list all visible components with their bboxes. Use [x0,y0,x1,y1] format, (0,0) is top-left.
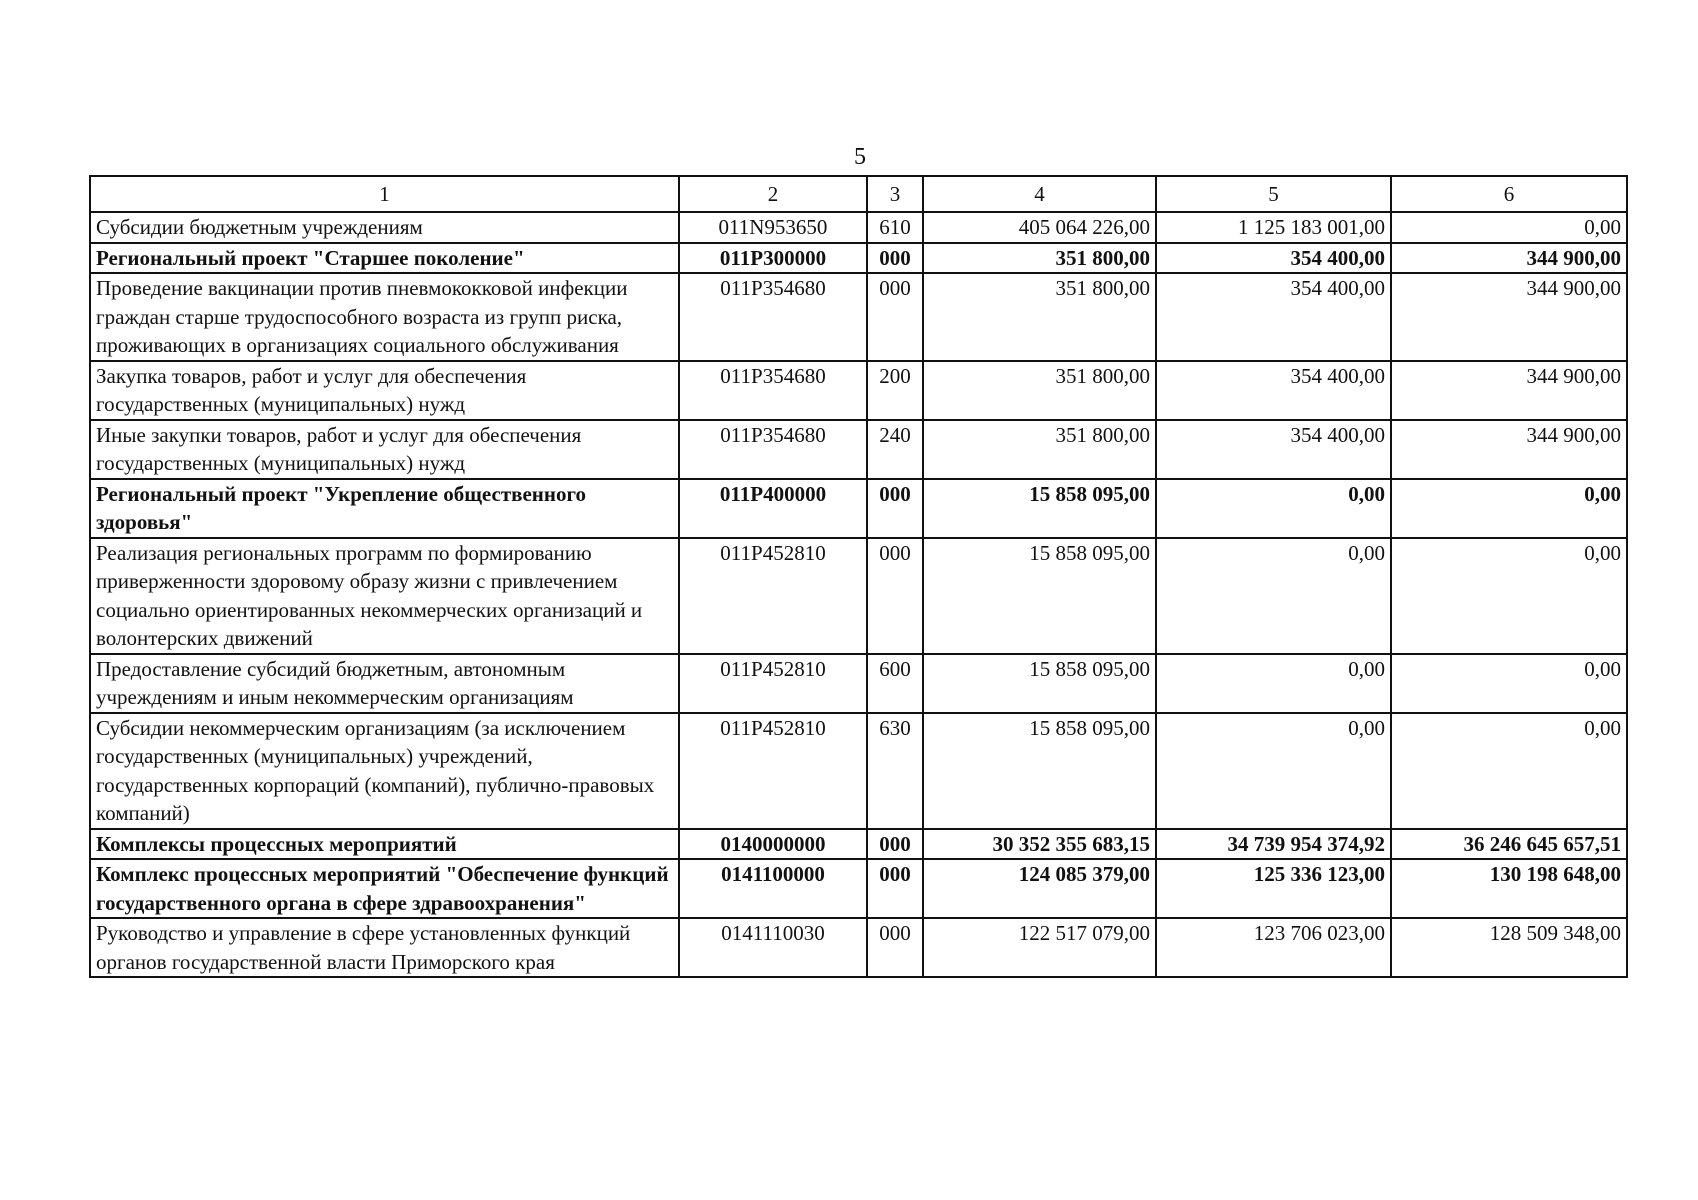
row-code: 011P400000 [679,479,867,538]
row-value-4: 351 800,00 [923,361,1156,420]
row-code: 011P452810 [679,654,867,713]
row-code: 0141110030 [679,918,867,977]
row-code: 011P300000 [679,243,867,274]
header-col-5: 5 [1156,176,1391,212]
row-code: 011P354680 [679,361,867,420]
row-value-5: 123 706 023,00 [1156,918,1391,977]
row-value-6: 344 900,00 [1391,420,1627,479]
table-row [90,859,1627,918]
row-value-5: 34 739 954 374,92 [1156,829,1391,860]
row-value-5: 0,00 [1156,654,1391,713]
row-value-4: 351 800,00 [923,273,1156,361]
row-kind: 240 [867,420,923,479]
header-col-3: 3 [867,176,923,212]
row-value-6: 36 246 645 657,51 [1391,829,1627,860]
row-value-4: 122 517 079,00 [923,918,1156,977]
row-value-5: 0,00 [1156,479,1391,538]
row-kind: 200 [867,361,923,420]
row-kind: 000 [867,829,923,860]
row-code: 0140000000 [679,829,867,860]
row-value-6: 0,00 [1391,212,1627,243]
row-name: Субсидии некоммерческим организациям (за исключением государственных (муниципальных) учреждений, государственных корпораций (компаний), публично-правовых компаний) [90,713,679,829]
row-value-5: 0,00 [1156,538,1391,654]
row-name: Региональный проект "Старшее поколение" [90,243,679,274]
table-row [90,829,1627,860]
row-value-6: 344 900,00 [1391,361,1627,420]
row-value-5: 354 400,00 [1156,243,1391,274]
row-value-4: 30 352 355 683,15 [923,829,1156,860]
row-kind: 630 [867,713,923,829]
row-name: Проведение вакцинации против пневмококковой инфекции граждан старше трудоспособного возраста из групп риска, проживающих в организациях социального обслуживания [90,273,679,361]
row-kind: 000 [867,479,923,538]
table-row [90,918,1627,977]
table-row [90,713,1627,829]
row-value-5: 1 125 183 001,00 [1156,212,1391,243]
row-value-5: 0,00 [1156,713,1391,829]
row-code: 011P354680 [679,273,867,361]
row-kind: 000 [867,859,923,918]
row-value-4: 124 085 379,00 [923,859,1156,918]
row-value-4: 15 858 095,00 [923,713,1156,829]
table-row [90,243,1627,274]
header-col-2: 2 [679,176,867,212]
table-row [90,361,1627,420]
row-value-5: 125 336 123,00 [1156,859,1391,918]
row-code: 011N953650 [679,212,867,243]
row-name: Руководство и управление в сфере установленных функций органов государственной власти Приморского края [90,918,679,977]
header-col-6: 6 [1391,176,1627,212]
table-row [90,212,1627,243]
row-kind: 000 [867,273,923,361]
row-value-6: 0,00 [1391,654,1627,713]
row-value-6: 344 900,00 [1391,273,1627,361]
row-code: 011P354680 [679,420,867,479]
row-code: 0141100000 [679,859,867,918]
row-value-5: 354 400,00 [1156,273,1391,361]
page-number: 5 [854,144,866,170]
row-value-6: 0,00 [1391,479,1627,538]
row-name: Комплексы процессных мероприятий [90,829,679,860]
row-kind: 000 [867,243,923,274]
row-value-5: 354 400,00 [1156,361,1391,420]
table-row [90,420,1627,479]
row-name: Субсидии бюджетным учреждениям [90,212,679,243]
table-row [90,479,1627,538]
row-value-4: 405 064 226,00 [923,212,1156,243]
budget-table [89,175,1628,978]
row-name: Закупка товаров, работ и услуг для обеспечения государственных (муниципальных) нужд [90,361,679,420]
table-row [90,538,1627,654]
row-kind: 600 [867,654,923,713]
row-value-6: 0,00 [1391,713,1627,829]
row-value-4: 351 800,00 [923,243,1156,274]
header-row [90,176,1627,212]
row-code: 011P452810 [679,538,867,654]
row-name: Региональный проект "Укрепление общественного здоровья" [90,479,679,538]
table-row [90,273,1627,361]
row-value-6: 0,00 [1391,538,1627,654]
row-value-4: 351 800,00 [923,420,1156,479]
row-value-4: 15 858 095,00 [923,654,1156,713]
row-value-6: 130 198 648,00 [1391,859,1627,918]
row-name: Комплекс процессных мероприятий "Обеспечение функций государственного органа в сфере здравоохранения" [90,859,679,918]
row-kind: 610 [867,212,923,243]
header-col-1: 1 [90,176,679,212]
row-value-6: 344 900,00 [1391,243,1627,274]
row-kind: 000 [867,538,923,654]
row-value-5: 354 400,00 [1156,420,1391,479]
row-value-4: 15 858 095,00 [923,538,1156,654]
row-name: Реализация региональных программ по формированию приверженности здоровому образу жизни с привлечением социально ориентированных некоммерческих организаций и волонтерских движений [90,538,679,654]
row-kind: 000 [867,918,923,977]
row-name: Иные закупки товаров, работ и услуг для обеспечения государственных (муниципальных) нужд [90,420,679,479]
row-value-6: 128 509 348,00 [1391,918,1627,977]
header-col-4: 4 [923,176,1156,212]
row-name: Предоставление субсидий бюджетным, автономным учреждениям и иным некоммерческим организациям [90,654,679,713]
row-value-4: 15 858 095,00 [923,479,1156,538]
table-row [90,654,1627,713]
row-code: 011P452810 [679,713,867,829]
